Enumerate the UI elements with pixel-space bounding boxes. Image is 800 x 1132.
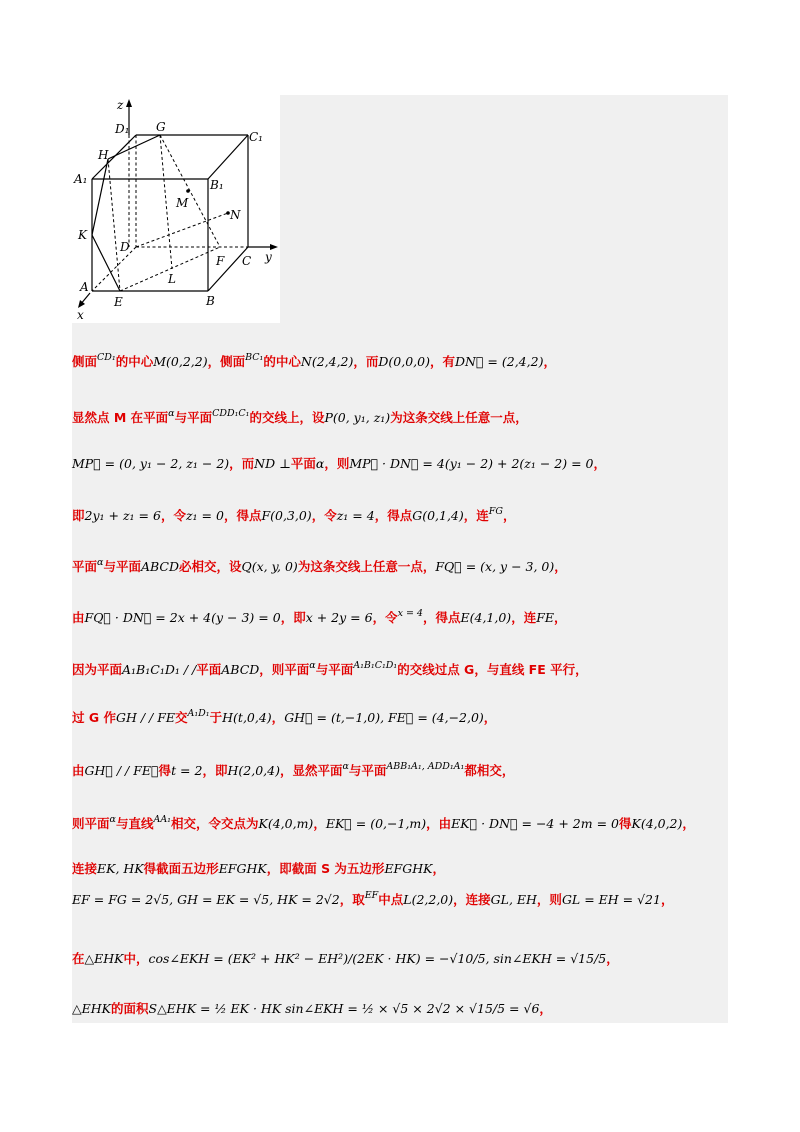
math-segment: H(2,0,4)	[227, 763, 280, 778]
text-segment: 与平面	[315, 662, 354, 677]
math-segment: 2y₁ + z₁ = 6	[84, 508, 161, 523]
solution-line	[72, 708, 496, 726]
text-segment: ，而	[229, 456, 255, 471]
text-segment: 与平面	[348, 763, 387, 778]
text-segment: ，得点	[422, 610, 461, 625]
math-segment: P(0, y₁, z₁)	[324, 410, 391, 425]
math-segment: EF	[364, 890, 379, 901]
label-G: G	[156, 120, 166, 134]
text-segment: 因为平面	[72, 662, 123, 677]
text-segment: 为这条交线上任意一点，	[390, 410, 528, 425]
text-segment: 的交线上，设	[249, 410, 325, 425]
solution-line	[72, 506, 515, 524]
label-E: E	[114, 295, 123, 309]
math-segment: A₁B₁C₁D₁ / /	[122, 662, 197, 677]
text-segment: 相交，令交点为	[170, 816, 259, 831]
text-segment: ，	[554, 610, 567, 625]
text-segment: ，	[593, 456, 607, 471]
math-segment: GH⃗ / / FE⃗	[84, 763, 159, 778]
label-N: N	[230, 208, 241, 222]
text-segment: ，而	[353, 354, 379, 369]
math-segment: FQ⃗ · DN⃗ = 2x + 4(y − 3) = 0	[84, 610, 281, 625]
math-segment: GH⃗ = (t,−1,0), FE⃗ = (4,−2,0)	[284, 710, 484, 725]
text-segment: 过 G 作	[72, 710, 116, 725]
math-segment: α	[315, 456, 325, 471]
label-H: H	[98, 148, 109, 162]
text-segment: 与直线	[115, 816, 154, 831]
label-L: L	[168, 272, 176, 286]
label-K: K	[78, 228, 87, 242]
label-B1: B₁	[210, 178, 224, 192]
text-segment: 由	[72, 610, 85, 625]
cube-diagram	[72, 95, 280, 323]
text-segment: ，	[502, 508, 516, 523]
text-segment: ，即截面 S 为五边形	[266, 861, 385, 876]
label-D: D	[120, 240, 130, 254]
text-segment: 即	[72, 508, 85, 523]
math-segment: ND ⊥	[254, 456, 291, 471]
math-segment: ABB₁A₁, ADD₁A₁	[386, 761, 465, 772]
math-segment: N(2,4,2)	[300, 354, 354, 369]
math-segment: F(0,3,0)	[261, 508, 312, 523]
solution-line	[72, 859, 445, 877]
solution-line	[72, 608, 567, 626]
text-segment: 中，	[123, 951, 149, 966]
text-segment: ，即	[280, 610, 306, 625]
text-segment: 得	[618, 816, 632, 831]
solution-line	[72, 408, 528, 426]
math-segment: α	[109, 814, 116, 825]
text-segment: 得	[158, 763, 172, 778]
text-segment: ，连接	[453, 892, 491, 907]
math-segment: ABCD	[221, 662, 260, 677]
text-segment: 平面	[290, 456, 316, 471]
text-segment: 则平面	[72, 816, 110, 831]
math-segment: EK, HK	[97, 861, 144, 876]
text-segment: 平面	[72, 559, 98, 574]
math-segment: △EHK	[72, 1001, 111, 1016]
math-segment: M(0,2,2)	[153, 354, 208, 369]
math-segment: A₁D₁	[187, 708, 210, 719]
label-y: y	[265, 250, 272, 264]
solution-line	[72, 890, 673, 908]
text-segment: 中点	[378, 892, 404, 907]
math-segment: x = 4	[397, 608, 423, 619]
math-segment: t = 2	[171, 763, 203, 778]
label-D1: D₁	[115, 122, 130, 136]
text-segment: ，有	[429, 354, 455, 369]
math-segment: MP⃗ = (0, y₁ − 2, z₁ − 2)	[72, 456, 230, 471]
solution-line	[72, 761, 514, 779]
text-segment: ，由	[426, 816, 452, 831]
math-segment: x + 2y = 6	[305, 610, 373, 625]
text-segment: 连接	[72, 861, 98, 876]
math-segment: AA₁	[153, 814, 171, 825]
text-segment: 平面	[196, 662, 222, 677]
text-segment: ，令	[372, 610, 398, 625]
solution-line	[72, 660, 588, 678]
label-C1: C₁	[249, 130, 263, 144]
solution-line	[72, 352, 556, 370]
label-C: C	[242, 254, 252, 268]
math-segment: Q(x, y, 0)	[241, 559, 298, 574]
text-segment: 在	[72, 951, 85, 966]
text-segment: 得截面五边形	[143, 861, 219, 876]
text-segment: ，侧面	[207, 354, 246, 369]
text-segment: 都相交，	[464, 763, 515, 778]
text-segment: ，	[271, 710, 285, 725]
math-segment: FG	[488, 506, 503, 517]
label-M: M	[176, 196, 189, 210]
text-segment: ，得点	[374, 508, 413, 523]
math-segment: CD₁	[97, 352, 116, 363]
math-segment: EF = FG = 2√5, GH = EK = √5, HK = 2√2	[72, 892, 340, 907]
math-segment: α	[168, 408, 175, 419]
solution-line	[72, 814, 695, 832]
label-F: F	[216, 254, 225, 268]
math-segment: A₁B₁C₁D₁	[353, 660, 398, 671]
text-segment: ，	[313, 816, 326, 831]
math-segment: GH / / FE	[115, 710, 175, 725]
math-segment: K(4,0,m)	[258, 816, 314, 831]
text-segment: ，连	[463, 508, 489, 523]
math-segment: DN⃗ = (2,4,2)	[455, 354, 544, 369]
math-segment: α	[97, 557, 104, 568]
label-x: x	[77, 308, 84, 322]
math-segment: L(2,2,0)	[403, 892, 454, 907]
text-segment: 与平面	[174, 410, 213, 425]
text-segment: ，	[682, 816, 695, 831]
math-segment: S△EHK = ½ EK · HK sin∠EKH = ½ × √5 × 2√2 × √15/5 = √6	[148, 1001, 540, 1016]
text-segment: 必相交，设	[178, 559, 242, 574]
math-segment: H(t,0,4)	[222, 710, 272, 725]
math-segment: G(0,1,4)	[412, 508, 464, 523]
text-segment: ，取	[339, 892, 365, 907]
text-segment: ，得点	[223, 508, 262, 523]
text-segment: ，则	[324, 456, 350, 471]
text-segment: 侧面	[72, 354, 98, 369]
text-segment: ，令	[311, 508, 337, 523]
math-segment: FQ⃗ = (x, y − 3, 0)	[435, 559, 555, 574]
math-segment: ABCD	[140, 559, 179, 574]
math-segment: K(4,0,2)	[631, 816, 683, 831]
text-segment: 由	[72, 763, 85, 778]
text-segment: 于	[209, 710, 223, 725]
math-segment: GL, EH	[490, 892, 537, 907]
text-segment: ，	[432, 861, 445, 876]
math-segment: α	[309, 660, 316, 671]
math-segment: EK⃗ = (0,−1,m)	[325, 816, 427, 831]
math-segment: EFGHK	[218, 861, 267, 876]
text-segment: 的面积	[110, 1001, 149, 1016]
text-segment: ，	[539, 1001, 552, 1016]
text-segment: 为这条交线上任意一点，	[297, 559, 436, 574]
solution-line	[72, 949, 619, 967]
text-segment: ，连	[511, 610, 537, 625]
text-segment: ，	[660, 892, 674, 907]
text-segment: 的中心	[115, 354, 154, 369]
math-segment: MP⃗ · DN⃗ = 4(y₁ − 2) + 2(z₁ − 2) = 0	[349, 456, 594, 471]
text-segment: 交	[175, 710, 188, 725]
label-B: B	[206, 294, 215, 308]
math-segment: α	[342, 761, 349, 772]
math-segment: BC₁	[245, 352, 264, 363]
text-segment: ，	[483, 710, 497, 725]
math-segment: z₁ = 4	[336, 508, 375, 523]
label-A: A	[80, 280, 89, 294]
solution-line	[72, 557, 567, 575]
math-segment: FE	[536, 610, 555, 625]
text-segment: 的中心	[263, 354, 301, 369]
cube-figure	[72, 95, 280, 323]
text-segment: ，显然平面	[279, 763, 343, 778]
math-segment: cos∠EKH = (EK² + HK² − EH²)/(2EK · HK) = −√10/5, sin∠EKH = √15/5	[148, 951, 607, 966]
solution-line	[72, 454, 606, 472]
math-segment: GL = EH = √21	[561, 892, 661, 907]
text-segment: 的交线过点 G，与直线 FE 平行，	[397, 662, 588, 677]
label-A1: A₁	[74, 172, 88, 186]
math-segment: E(4,1,0)	[460, 610, 512, 625]
math-segment: EK⃗ · DN⃗ = −4 + 2m = 0	[451, 816, 619, 831]
math-segment: CDD₁C₁	[212, 408, 250, 419]
text-segment: ，	[606, 951, 619, 966]
text-segment: ，则	[536, 892, 562, 907]
text-segment: ，令	[160, 508, 186, 523]
math-segment: △EHK	[84, 951, 124, 966]
text-segment: ，	[543, 354, 556, 369]
text-segment: 与平面	[103, 559, 141, 574]
text-segment: ，	[554, 559, 567, 574]
label-z: z	[117, 98, 124, 112]
solution-line	[72, 999, 552, 1017]
text-segment: 显然点 M 在平面	[72, 410, 169, 425]
math-segment: EFGHK	[384, 861, 433, 876]
text-segment: ，即	[202, 763, 228, 778]
math-segment: z₁ = 0	[185, 508, 224, 523]
text-segment: ，则平面	[259, 662, 310, 677]
math-segment: D(0,0,0)	[378, 354, 430, 369]
